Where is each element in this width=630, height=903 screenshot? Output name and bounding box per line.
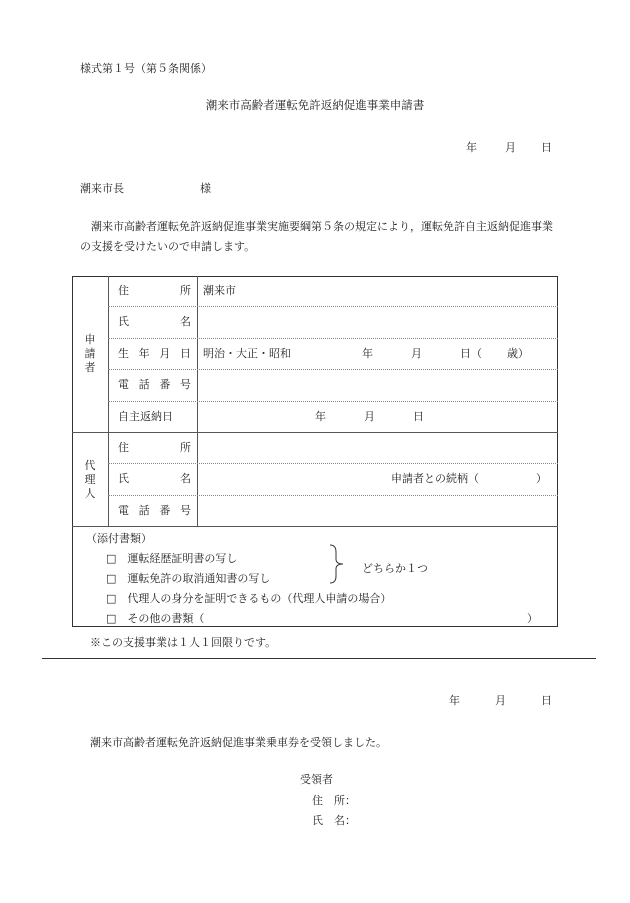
applicant-address-label: 住 所	[118, 284, 191, 297]
birth-era-options[interactable]: 明治・大正・昭和	[203, 347, 291, 360]
proxy-group-label: 代理人	[84, 459, 96, 500]
attachment-checkbox-other[interactable]: □ その他の書類（	[106, 612, 205, 625]
applicant-name-field[interactable]	[203, 307, 553, 337]
proxy-relation-close: ）	[536, 472, 547, 485]
receipt-date-year: 年	[449, 694, 460, 707]
addressee-name: 潮来市長	[80, 182, 124, 195]
birth-month: 月	[411, 347, 422, 360]
attachment-checkbox-proxy-id[interactable]: □ 代理人の身分を証明できるもの（代理人申請の場合）	[106, 592, 392, 605]
attachment-other-close: ）	[527, 612, 538, 625]
proxy-address-label: 住 所	[118, 441, 191, 454]
form-number: 様式第１号（第５条関係）	[80, 62, 212, 75]
proxy-phone-field[interactable]	[203, 496, 553, 526]
date-year: 年	[466, 141, 477, 154]
section-divider	[42, 658, 596, 659]
return-day: 日	[413, 410, 424, 423]
attachments-heading: （添付書類）	[86, 532, 152, 545]
applicant-birthdate-label: 生 年 月 日	[118, 347, 191, 360]
application-statement: 潮来市高齢者運転免許返納促進事業実施要綱第５条の規定により，運転免許自主返納促進事業の支援を受けたいので申請します。	[80, 220, 553, 253]
page-title: 潮来市高齢者運転免許返納促進事業申請書	[205, 98, 425, 112]
addressee	[80, 180, 211, 196]
applicant-address-value[interactable]: 潮来市	[203, 284, 236, 297]
birth-day: 日（	[460, 347, 482, 360]
date-day: 日	[541, 141, 552, 154]
applicant-name-label: 氏 名	[118, 315, 191, 328]
receipt-date-month: 月	[495, 694, 506, 707]
proxy-relation-label: 申請者との続柄（	[391, 472, 479, 485]
proxy-address-field[interactable]	[203, 433, 553, 463]
attachment-checkbox-license-cancellation[interactable]: □ 運転免許の取消通知書の写し	[106, 572, 271, 585]
recipient-label: 受領者	[300, 773, 333, 786]
applicant-phone-label: 電 話 番 号	[118, 378, 191, 391]
receipt-statement: 潮来市高齢者運転免許返納促進事業乗車券を受領しました。	[90, 736, 387, 749]
recipient-name-label: 氏 名：	[312, 814, 356, 827]
receipt-date-day: 日	[541, 694, 552, 707]
return-month: 月	[364, 410, 375, 423]
one-time-note: ※この支援事業は１人１回限りです。	[90, 636, 277, 649]
addressee-honorific: 様	[200, 182, 211, 195]
applicant-group-label: 申請者	[84, 333, 96, 374]
recipient-address-label: 住 所：	[312, 794, 356, 807]
proxy-phone-label: 電 話 番 号	[118, 504, 191, 517]
return-date-label: 自主返納日	[118, 410, 173, 423]
date-month: 月	[505, 141, 516, 154]
birth-age: 歳）	[507, 347, 529, 360]
birth-year: 年	[362, 347, 373, 360]
brace-icon	[328, 544, 346, 584]
either-one-note: どちらか１つ	[362, 562, 428, 575]
proxy-name-label: 氏 名	[118, 472, 191, 485]
attachment-checkbox-driving-record[interactable]: □ 運転経歴証明書の写し	[106, 552, 238, 565]
applicant-phone-field[interactable]	[203, 370, 553, 400]
return-year: 年	[315, 410, 326, 423]
